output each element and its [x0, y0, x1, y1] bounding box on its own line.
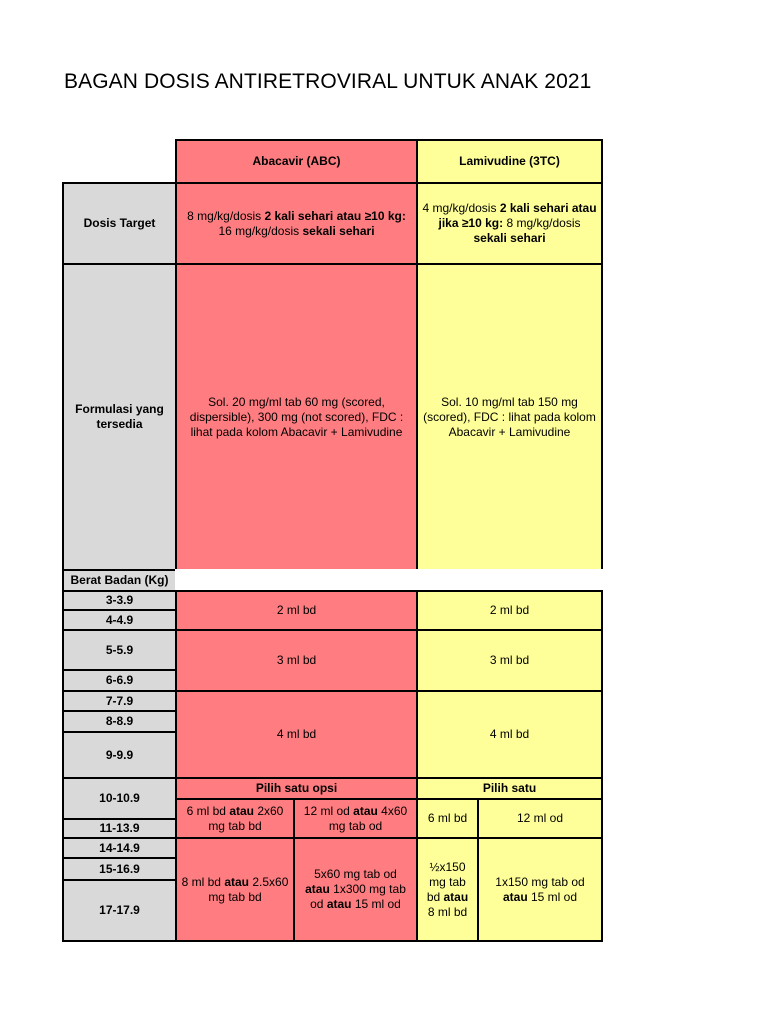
- berat-badan-header-spacer: [175, 569, 603, 592]
- dosis-target-label: Dosis Target: [62, 182, 177, 265]
- weight-range-label: 4-4.9: [62, 609, 177, 631]
- weight-range-label: 17-17.9: [62, 879, 177, 942]
- weight-range-label: 11-13.9: [62, 818, 177, 839]
- weight-range-label: 10-10.9: [62, 777, 177, 820]
- lamivudine-option-od-10-13kg: 12 ml od: [477, 798, 603, 839]
- berat-badan-header: Berat Badan (Kg): [62, 569, 177, 592]
- abacavir-dosis-target: 8 mg/kg/dosis 2 kali sehari atau ≥10 kg: 16 mg/kg/dosis sekali sehari: [175, 182, 418, 265]
- page-title: BAGAN DOSIS ANTIRETROVIRAL UNTUK ANAK 2021: [64, 70, 592, 93]
- lamivudine-formulasi: Sol. 10 mg/ml tab 150 mg (scored), FDC : lihat pada kolom Abacavir + Lamivudine: [416, 263, 603, 571]
- lamivudine-column-header: Lamivudine (3TC): [416, 139, 603, 184]
- lamivudine-option-bd-10-13kg: 6 ml bd: [416, 798, 479, 839]
- formulasi-label: Formulasi yang tersedia: [62, 263, 177, 571]
- abacavir-option-od-10-13kg: 12 ml od atau 4x60 mg tab od: [293, 798, 418, 839]
- weight-range-label: 15-16.9: [62, 857, 177, 881]
- abacavir-formulasi: Sol. 20 mg/ml tab 60 mg (scored, dispersible), 300 mg (not scored), FDC : lihat pada kolom Abacavir + Lamivudine: [175, 263, 418, 571]
- lamivudine-option-header: Pilih satu: [416, 777, 603, 800]
- weight-range-label: 5-5.9: [62, 629, 177, 671]
- lamivudine-dose-5-6kg: 3 ml bd: [416, 629, 603, 692]
- abacavir-option-bd-10-13kg: 6 ml bd atau 2x60 mg tab bd: [175, 798, 295, 839]
- abacavir-option-header: Pilih satu opsi: [175, 777, 418, 800]
- abacavir-dose-3-4kg: 2 ml bd: [175, 590, 418, 631]
- abacavir-dose-5-6kg: 3 ml bd: [175, 629, 418, 692]
- abacavir-column-header: Abacavir (ABC): [175, 139, 418, 184]
- weight-range-label: 6-6.9: [62, 669, 177, 692]
- lamivudine-dose-7-9kg: 4 ml bd: [416, 690, 603, 779]
- weight-range-label: 9-9.9: [62, 731, 177, 779]
- lamivudine-dosis-target: 4 mg/kg/dosis 2 kali sehari atau jika ≥10 kg: 8 mg/kg/dosis sekali sehari: [416, 182, 603, 265]
- abacavir-option-bd-14-17kg: 8 ml bd atau 2.5x60 mg tab bd: [175, 837, 295, 942]
- abacavir-dose-7-9kg: 4 ml bd: [175, 690, 418, 779]
- weight-range-label: 3-3.9: [62, 590, 177, 611]
- weight-range-label: 7-7.9: [62, 690, 177, 712]
- lamivudine-dose-3-4kg: 2 ml bd: [416, 590, 603, 631]
- weight-range-label: 14-14.9: [62, 837, 177, 859]
- lamivudine-option-bd-14-17kg: ½x150 mg tab bd atau 8 ml bd: [416, 837, 479, 942]
- weight-range-label: 8-8.9: [62, 710, 177, 733]
- abacavir-option-od-14-17kg: 5x60 mg tab od atau 1x300 mg tab od atau 15 ml od: [293, 837, 418, 942]
- lamivudine-option-od-14-17kg: 1x150 mg tab od atau 15 ml od: [477, 837, 603, 942]
